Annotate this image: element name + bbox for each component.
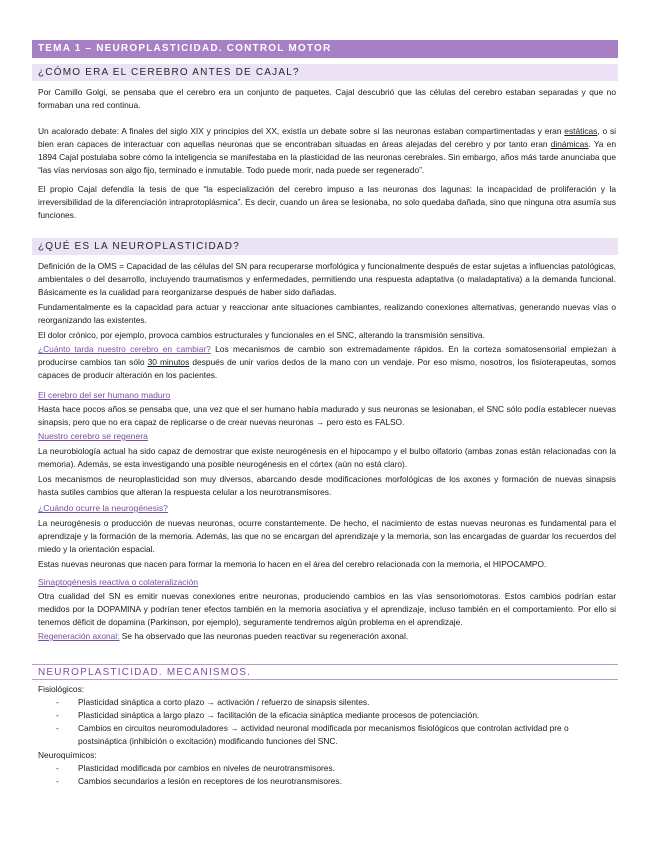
section-heading-mechanisms: NEUROPLASTICIDAD. MECANISMOS.	[32, 664, 618, 680]
paragraph: La neurobiología actual ha sido capaz de demostrar que existe neurogénesis en el hipocampo y el bulbo olfatorio (ambas zonas están relacionadas con la memoria). Además, se esta investigando una posible neurogénesis en el córtex (aún no está claro).	[38, 446, 616, 469]
paragraph-block	[38, 403, 616, 429]
underlined-term: dinámicas	[550, 139, 589, 149]
question-heading: ¿Cuánto tarda nuestro cerebro en cambiar?	[38, 344, 211, 354]
list-item: - Plasticidad modificada por cambios en niveles de neurotransmisores.	[38, 762, 616, 775]
section-heading-neuroplasticity: ¿QUÉ ES LA NEUROPLASTICIDAD?	[32, 238, 618, 255]
list-item: - Plasticidad sináptica a largo plazo → facilitación de la eficacia sináptica mediante procesos de potenciación.	[38, 709, 616, 722]
subheading-synaptogenesis: Sinaptogénesis reactiva o colateralización	[38, 577, 199, 587]
physiological-list	[38, 696, 616, 748]
document-title: TEMA 1 – NEUROPLASTICIDAD. CONTROL MOTOR	[32, 40, 618, 58]
paragraph-debate: Un acalorado debate: A finales del siglo XIX y principios del XX, existía un debate sobre si las neuronas estaban compartimentadas y eran estáticas, o si bien eran capaces de interactuar con aquellas neuronas que se encontraban situadas en áreas alejadas del cerebro y por tanto eran dinámicas. Ya en 1894 Cajal postulaba sobre cómo la inteligencia se manifestaba en la plasticidad de las neuronas cerebrales. Sin embargo, años más tarde anunciaba que “las vías nerviosas son algo fijo, terminado e inmutable. Todo puede morir, nada puede ser regenerado”.	[38, 126, 616, 175]
neurochemical-list	[38, 762, 616, 788]
list-label: Fisiológicos:	[38, 684, 85, 694]
paragraph: Estas nuevas neuronas que nacen para formar la memoria lo hacen en el área del cerebro relacionada con la memoria, el HIPOCAMPO.	[38, 559, 547, 569]
list-label: Neuroquímicos:	[38, 750, 97, 760]
subheading-regeneration: Nuestro cerebro se regenera	[38, 431, 148, 441]
list-item: - Plasticidad sináptica a corto plazo → activación / refuerzo de sinapsis silentes.	[38, 696, 616, 709]
paragraph: Por Camillo Golgi, se pensaba que el cerebro era un conjunto de paquetes. Cajal descubrió que las células del cerebro estaban separadas y que no formaban una red continua.	[38, 87, 616, 110]
section-cajal-body	[38, 86, 616, 222]
paragraph-block	[38, 445, 616, 499]
paragraph: El dolor crónico, por ejemplo, provoca cambios estructurales y funcionales en el SNC, alterando la transmisión sensitiva.	[38, 330, 485, 340]
paragraph: La neurogénesis o producción de nuevas neuronas, ocurre constantemente. De hecho, el nacimiento de estas nuevas neuronas es fundamental para el aprendizaje y la formación de la memoria. Además, las que no se encargan del aprendizaje y la memoria, son las encargadas de guardar los recuerdos del miedo y la orientación espacial.	[38, 518, 616, 554]
paragraph: El propio Cajal defendía la tesis de que “la especialización del cerebro impuso a las neuronas dos lagunas: la incapacidad de proliferación y la irreversibilidad de la diferenciación intraprotoplásmica”. Es decir, cuando un área se lesionaba, no solo quedaba dañada, sino que ninguna otra asumía sus funciones.	[38, 184, 616, 220]
paragraph-block	[38, 517, 616, 571]
paragraph: Otra cualidad del SN es emitir nuevas conexiones entre neuronas, produciendo cambios en las vías sensoriomotoras. Estos cambios podrían estar medidos por la DOPAMINA y podrían tener efectos también en la memoria asociativa y el aprendizaje, incluso también en el comportamiento. Por ello si tenemos déficit de dopamina (Parkinson, por ejemplo), seguramente tendremos algún problema en el aprendizaje.	[38, 591, 616, 627]
inline-subheading: Regeneración axonal:	[38, 631, 120, 641]
underlined-term: 30 minutos	[147, 357, 190, 367]
paragraph-block	[38, 590, 616, 643]
list-item: - Cambios secundarios a lesión en receptores de los neurotransmisores.	[38, 775, 616, 788]
section-neuroplasticity-body	[38, 260, 616, 382]
paragraph-change-time: ¿Cuánto tarda nuestro cerebro en cambiar? Los mecanismos de cambio son extremadamente rápidos. En la corteza somatosensorial empiezan a producirse cambios tan sólo 30 minutos después de unir varios dedos de la mano con un vendaje. Por eso mismo, nosotros, los fisioterapeutas, somos capaces de producir alteración en los pacientes.	[38, 344, 616, 380]
underlined-term: estáticas	[564, 126, 598, 136]
list-item: - Cambios en circuitos neuromoduladores → actividad neuronal modificada por mecanismos fisiológicos que controlan actividad pre o postsináptica (inhibición o excitación) modificando funciones del SNC.	[38, 722, 616, 748]
subheading-mature-brain: El cerebro del ser humano maduro	[38, 390, 171, 400]
section-heading-cajal: ¿CÓMO ERA EL CEREBRO ANTES DE CAJAL?	[32, 64, 618, 81]
section-mechanisms-body	[38, 683, 616, 788]
paragraph: Hasta hace pocos años se pensaba que, una vez que el ser humano había madurado y sus neuronas se lesionaban, el SNC sólo podía establecer nuevas sinapsis, pero que no era capaz de replicarse o de crear nuevas neuronas → pero esto es FALSO.	[38, 404, 616, 427]
paragraph-definition: Definición de la OMS = Capacidad de las células del SN para recuperarse morfológica y funcionalmente después de estar sujetas a influencias patológicas, ambientales o del desarrollo, incluyendo traumatismos y enfermedades, permitiendo una respuesta adaptativa (o maladaptativa) a la demanda funcional. Básicamente es la cualidad para reorganizarse después de haber sido dañadas.	[38, 261, 616, 297]
paragraph-axonal: Regeneración axonal: Se ha observado que las neuronas pueden reactivar su regeneración axonal.	[38, 631, 409, 641]
paragraph: Los mecanismos de neuroplasticidad son muy diversos, abarcando desde modificaciones morfológicas de los axones y formación de nuevas sinapsis hasta sutiles cambios que alteran la respuesta celular a los neurotransmisores.	[38, 474, 616, 497]
subheading-neurogenesis: ¿Cuándo ocurre la neurogénesis?	[38, 503, 168, 513]
paragraph: Fundamentalmente es la capacidad para actuar y reaccionar ante situaciones cambiantes, realizando conexiones alternativas, generando nuevas vías o reorganizando las existentes.	[38, 302, 616, 325]
